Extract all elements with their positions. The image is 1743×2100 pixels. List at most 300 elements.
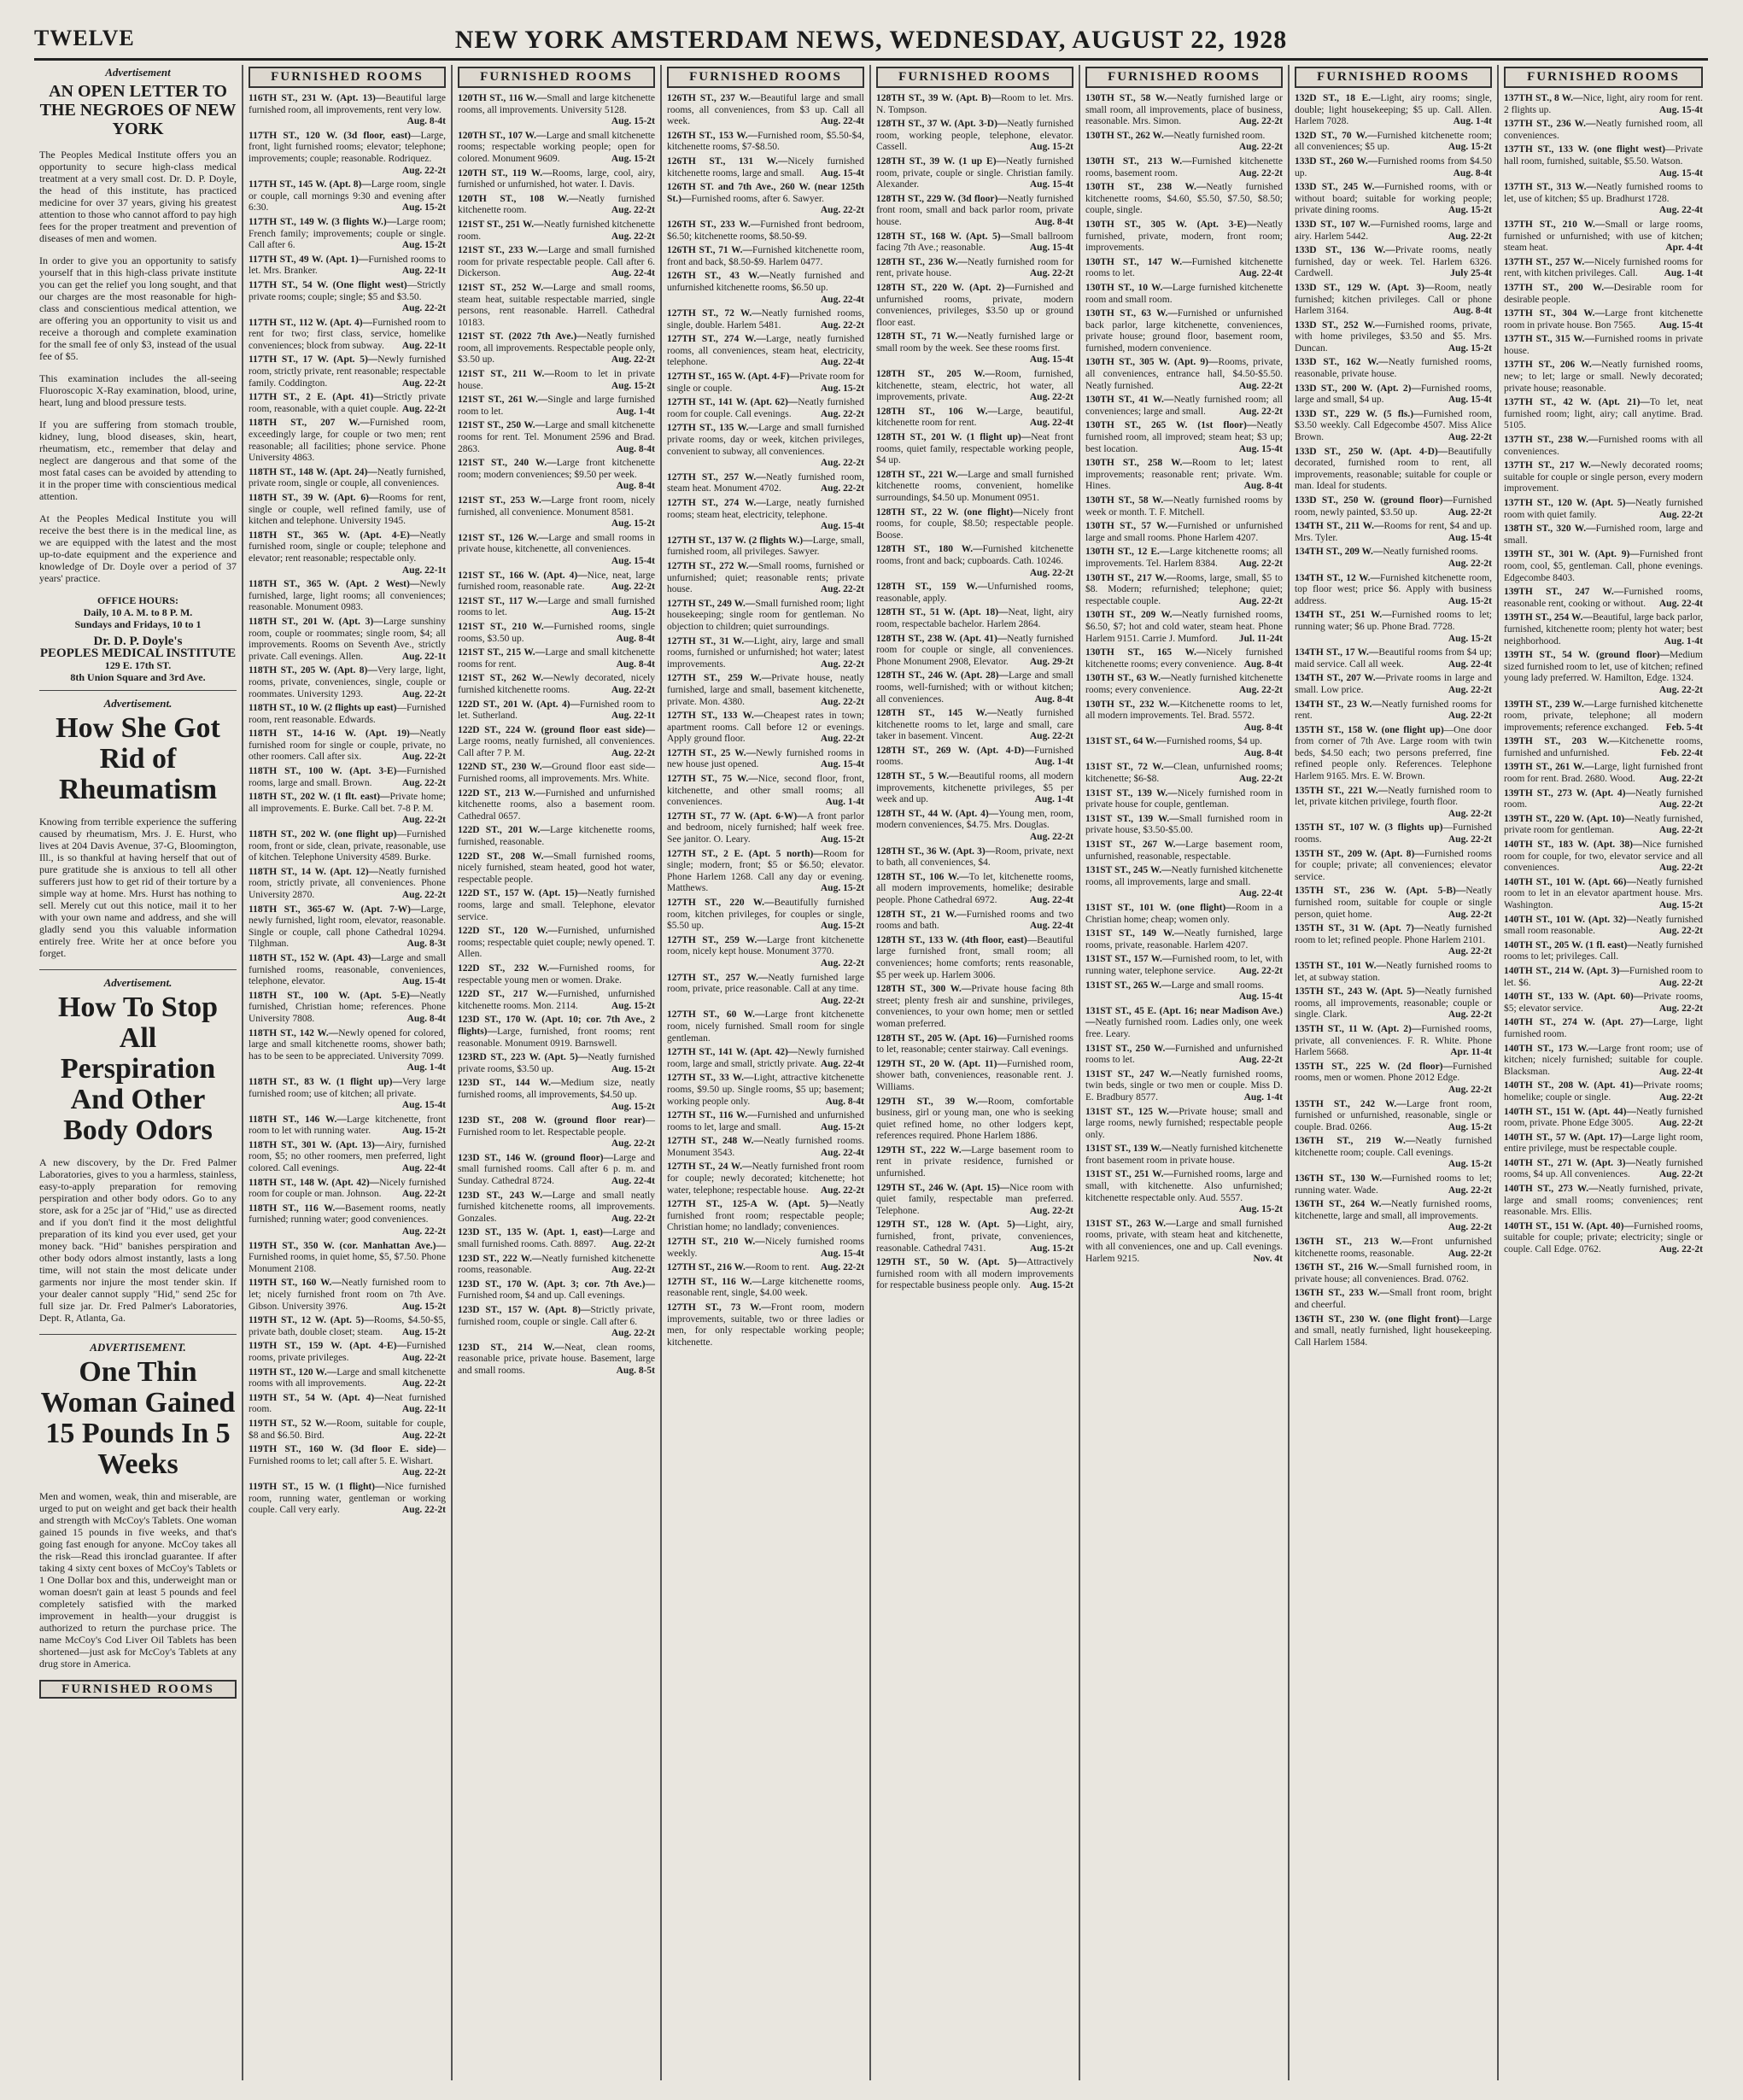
listing-item	[876, 507, 1073, 542]
listing-street: 127TH ST., 75 W.—	[667, 774, 758, 785]
listing-text: Furnished rooms to let; running water; $6 up. Phone Brad. 7728.	[1295, 610, 1492, 632]
listing-street: 117TH ST., 149 W. (3 flights W.)—	[249, 216, 397, 227]
listing-street: 137TH ST., 257 W.—	[1504, 256, 1594, 267]
listing-text: Neatly furnished room for single or couple, private, no other roomers. Call after six.	[249, 728, 446, 763]
listing-text: Large furnished kitchenette room, private, telephone; all modern improvements; reference exchanged.	[1504, 699, 1703, 733]
listing-street: 139TH ST., 273 W. (Apt. 4)—	[1504, 787, 1635, 798]
listing-date: Feb. 22-4t	[1660, 747, 1703, 758]
listing-item	[667, 498, 864, 533]
listing-street: 130TH ST., 57 W.—	[1085, 521, 1178, 532]
listing-street: 135TH ST., 107 W. (3 flights up)	[1295, 822, 1443, 834]
listing-street: 140TH ST., 133 W. (Apt. 60)—	[1504, 992, 1644, 1003]
listing-text: Neatly furnished room to let; nicely furnished front room on 7th Ave. Gibson. University 3976.	[249, 1278, 446, 1312]
listing-street: 121ST ST., 211 W.—	[458, 369, 554, 380]
listing-text: Neatly furnished room with quiet family.	[1504, 498, 1703, 520]
listing-text: Furnished kitchenette room, front and back, $8.50-$9. Harlem 0477.	[667, 245, 864, 267]
listing-date: Aug. 15-2t	[611, 607, 655, 618]
listing-text: Large front kitchenette room in private house. Bon 7565.	[1504, 308, 1703, 331]
listing-item	[1504, 93, 1703, 116]
listing-date: Aug. 15-2t	[401, 240, 446, 251]
listing-text: Neatly furnished rooms, large and small. Telephone, elevator service.	[458, 888, 655, 922]
listing-text: Large and small kitchenette rooms for rent.	[458, 647, 656, 670]
listing-text: Private house, neatly furnished, large and small, basement kitchenette, private. Mon. 4380.	[667, 673, 864, 707]
listing-text: Neatly furnished room, all improvements. Respectable people only, $3.50 up.	[458, 331, 655, 366]
listing-text: Large, neatly furnished rooms, all conveniences, steam heat, electricity, telephone.	[667, 334, 864, 368]
listing-date: Aug. 22-2t	[1238, 684, 1283, 695]
listing-street: 127TH ST., 2 E. (Apt. 5 north)—	[667, 848, 823, 859]
listing-text: Neatly furnished rooms. Monument 3543.	[667, 1136, 864, 1158]
listing-item	[667, 1302, 864, 1348]
listing-date: Aug. 22-4t	[1238, 888, 1283, 899]
listing-item	[249, 867, 446, 902]
listing-date: Aug. 22-4t	[611, 268, 655, 279]
listing-street: 117TH ST., 49 W. (Apt. 1)—	[249, 254, 369, 265]
listing-item	[1295, 93, 1492, 128]
listing-street: 126TH ST. and 7th Ave., 260 W. (near 125th St.)—	[667, 182, 864, 204]
listing-item	[1085, 1107, 1283, 1142]
listing-text: Large room, single or couple, call mornings 9:30 and evening after 6:30.	[249, 179, 446, 214]
listing-item	[1295, 673, 1492, 696]
listing-text: Rooms, large, small, $5 to $8. Modern; refurnished; telephone; quiet; respectable couple.	[1085, 572, 1283, 606]
listing-text: Furnished rooms, large and airy. Harlem 5442.	[1295, 219, 1492, 242]
listing-text: Newly furnished, large, light rooms; all conveniences; reasonable. Monument 0983.	[249, 579, 446, 613]
listing-text: Neat, light, airy room, respectable bachelor. Harlem 2864.	[876, 607, 1073, 629]
listing-date: Aug. 15-2t	[401, 1301, 446, 1312]
listing-item	[1295, 1136, 1492, 1171]
listing-item	[1295, 1314, 1492, 1349]
listing-street: 119TH ST., 52 W.—	[249, 1418, 336, 1429]
listing-text: Neatly furnished room. Ladies only, one week free. Leary.	[1085, 1017, 1283, 1039]
listing-item	[458, 331, 655, 366]
listing-street: 128TH ST., 229 W. (3d floor)—	[876, 193, 1008, 204]
listing-street: 134TH ST., 209 W.—	[1295, 547, 1383, 558]
listing-street: 130TH ST., 147 W.—	[1085, 256, 1192, 267]
listing-item	[458, 570, 655, 594]
listing-street: 140TH ST., 101 W. (Apt. 66)—	[1504, 876, 1636, 887]
listing-text: Neatly furnished room to let; refined people. Phone Harlem 2101.	[1295, 923, 1492, 945]
listing-street: 135TH ST., 158 W. (one flight up)	[1295, 724, 1444, 735]
listing-text: Large room; French family; improvements; couple or single. Call after 6.	[249, 216, 447, 251]
listing-text: Neatly furnished room, working people, telephone, elevator. Cassell.	[876, 119, 1073, 153]
listing-item	[1295, 283, 1492, 318]
listing-street: 118TH ST., 39 W. (Apt. 6)—	[249, 493, 379, 503]
listing-item	[249, 1178, 446, 1201]
listing-street: 127TH ST., 72 W.—	[667, 308, 762, 319]
listing-street: 118TH ST., 100 W. (Apt. 3-E)—	[249, 766, 407, 777]
listing-item	[876, 1145, 1073, 1180]
listing-street: 121ST ST. (2022 7th Ave.)—	[458, 331, 587, 342]
listing-date: Aug. 22-4t	[820, 294, 864, 305]
listing-item	[249, 1393, 446, 1416]
listing-text: Large, furnished, front rooms; rent reasonable. Monument 0919. Barnswell.	[458, 1026, 655, 1049]
ad3-body: A new discovery, by the Dr. Fred Palmer Laboratories, gives to you a harmless, stainless, easy-to-apply preparation for removing perspiration and other body odors. Go to any store, ask for a 25c jar of "Hid," use as directed and if you don't find it the most delightful preparation of its kind you ever used, get your money back. "Hid" banishes perspiration and other body odors almost instantly, lasts a long time, will not stain the most delicate under garments nor injure the most tender skin. If your dealer cannot supply "Hid," send 25c for full size jar. Dr. Fred Palmer's Laboratories, Dept. R, Atlanta, Ga.	[39, 1156, 237, 1324]
listing-street: 137TH ST., 42 W. (Apt. 21)—	[1504, 397, 1650, 408]
listing-date: Aug. 22-2t	[1029, 567, 1073, 578]
listing-street: 131ST ST., 64 W.—	[1085, 736, 1167, 747]
listing-date: Aug. 22-2t	[401, 165, 446, 176]
listing-date: Jul. 11-24t	[1238, 633, 1283, 644]
listing-text: Neatly furnished room for couple or single, all conveniences. Phone Monument 2908, Elevator.	[876, 633, 1073, 667]
listing-street: 140TH ST., 151 W. (Apt. 40)—	[1504, 1220, 1635, 1231]
listing-street: 133D ST., 136 W.—	[1295, 245, 1395, 256]
listing-text: Neatly furnished kitchenette rooms, reasonable.	[458, 1253, 655, 1276]
listing-date: Aug. 15-2t	[820, 883, 864, 894]
ad1-paragraph: This examination includes the all-seeing Fluoroscopic X-Ray examination, blood, urine, heart, lung and blood pressure tests.	[39, 372, 237, 408]
listing-item	[249, 1203, 446, 1238]
listing-item	[1085, 257, 1283, 280]
column-heading: FURNISHED ROOMS	[876, 67, 1073, 88]
listing-street: 139TH ST., 301 W. (Apt. 9)—	[1504, 549, 1640, 560]
listing-street: 127TH ST., 116 W.—	[667, 1110, 757, 1121]
listing-street: 137TH ST., 315 W.—	[1504, 334, 1595, 345]
listing-text: Neatly furnished room, steam heat. Monument 4702.	[667, 471, 864, 494]
listing-street: 134TH ST., 207 W.—	[1295, 673, 1386, 684]
listing-item	[458, 1153, 655, 1188]
listing-text: Unfurnished rooms, reasonable, apply.	[876, 582, 1073, 604]
listing-item	[1504, 524, 1703, 547]
listing-date: Aug. 8-4t	[616, 443, 655, 454]
listing-street: 128TH ST., 300 W.—	[876, 984, 972, 995]
listing-text: Neatly furnished rooms, reasonable, private house.	[1295, 357, 1492, 380]
listing-item	[458, 762, 655, 785]
listing-street: 131ST ST., 45 E. (Apt. 16; near Madison Ave.)—	[1085, 1005, 1283, 1028]
ad4-body: Men and women, weak, thin and miserable, are urged to put on weight and get back their health and strength with McCoy's Tablets. One woman gained 15 pounds in five weeks, and that's going fast enough for anyone. McCoy takes all the risk—Read this ironclad guarantee. If after taking 4 sixty cent boxes of McCoy's Tablets or 1 One Dollar box and this, underweight man or woman doesn't gain at least 5 pounds and feel completely satisfied with the marked improvement in health—your druggist is authorized to return the purchase price. The name McCoy's Cod Liver Oil Tablets has been shortened—just ask for McCoy's Tablets at any drug store in America.	[39, 1490, 237, 1670]
listing-street: 117TH ST., 120 W. (3d floor, east)	[249, 130, 412, 141]
listing-text: —Furnished rooms to let; call after 5. E. Wishart.	[249, 1444, 446, 1466]
listing-date: Aug. 15-4t	[820, 521, 864, 532]
institute-address: 129 E. 17th ST.	[104, 659, 172, 671]
listing-street: 128TH ST., 238 W. (Apt. 41)—	[876, 633, 1008, 644]
listing-item	[667, 561, 864, 596]
listing-item	[458, 395, 655, 418]
listing-text: —Private hall room, furnished, suitable, $5.50. Watson.	[1504, 144, 1703, 167]
listing-item	[1085, 156, 1283, 179]
listing-text: Large and small kitchenette rooms; respectable working people; open for colored. Monument 9609.	[458, 130, 655, 164]
listing-item	[1085, 283, 1283, 306]
listing-item	[458, 1342, 655, 1378]
listing-text: Furnished rooms to let; running water. Wade.	[1295, 1173, 1492, 1196]
listing-date: Aug. 22-2t	[1029, 1205, 1073, 1216]
listing-street: 131ST ST., 247 W.—	[1085, 1068, 1181, 1079]
listing-text: Nice furnished room for couple, for two, elevator service and all conveniences.	[1504, 839, 1703, 874]
listing-text: Neatly furnished rooms, new; to let; large or small. Newly decorated; private house; reasonable.	[1504, 360, 1703, 394]
ad4-headline: One Thin Woman Gained 15 Pounds In 5 Weeks	[40, 1356, 236, 1480]
listing-item	[1085, 814, 1283, 837]
listing-text: Furnished rooms, private privileges.	[249, 1341, 446, 1363]
listing-date: Aug. 22-2t	[1448, 834, 1492, 845]
listing-date: Aug. 22-2t	[820, 319, 864, 331]
listing-date: Aug. 22-2t	[1238, 1055, 1283, 1066]
listing-date: Aug. 22-2t	[1029, 268, 1073, 279]
listing-street: 135TH ST., 11 W. (Apt. 2)—	[1295, 1023, 1422, 1034]
listing-date: Aug. 22-2t	[1448, 231, 1492, 242]
ad-column	[34, 65, 243, 2080]
listing-text: Neatly furnished rooms, $6.50, $7; hot and cold water, steam heat. Phone Harlem 9151. Carrie J. Mumford.	[1085, 610, 1283, 644]
listing-date: Aug. 22-2t	[1658, 1169, 1703, 1180]
listing-item	[1504, 650, 1703, 696]
listing-date: Aug. 22-4t	[820, 1058, 864, 1069]
listing-street: 136TH ST., 213 W.—	[1295, 1237, 1413, 1248]
listing-street: 123D ST., 243 W.—	[458, 1190, 553, 1201]
listing-street: 127TH ST., 274 W.—	[667, 498, 766, 508]
listing-item	[1504, 119, 1703, 142]
listing-street: 135TH ST., 236 W. (Apt. 5-B)—	[1295, 886, 1466, 897]
listing-street: 138TH ST., 320 W.—	[1504, 524, 1596, 535]
listing-street: 123D ST., 144 W.—	[458, 1078, 561, 1089]
listing-text: Large and small furnished rooms to let.	[458, 595, 655, 618]
listing-item	[249, 617, 446, 663]
listing-date: Aug. 15-2t	[611, 380, 655, 391]
listing-text: Neatly furnished room for rent, private house.	[876, 256, 1073, 279]
listing-text: Large furnished kitchenette room and small room.	[1085, 282, 1283, 305]
listing-text: Large front kitchenette room, nicely kept house. Monument 3770.	[667, 934, 864, 957]
listing-street: 135TH ST., 221 W.—	[1295, 785, 1389, 796]
listing-street: 134TH ST., 23 W.—	[1295, 699, 1382, 710]
listing-item	[458, 420, 655, 455]
listing-street: 127TH ST., 257 W.—	[667, 972, 769, 983]
listing-text: Front room, modern improvements, suitable, two or three ladies or men, for only respectable working people; kitchenette.	[667, 1302, 864, 1348]
listing-date: Feb. 5-4t	[1665, 722, 1703, 733]
office-hours-label: OFFICE HOURS:	[97, 594, 178, 606]
listing-item	[1504, 699, 1703, 734]
listing-street: 133D ST., 229 W. (5 fls.)—	[1295, 408, 1424, 419]
listing-street: 120TH ST., 119 W.—	[458, 167, 553, 178]
listing-date: Aug. 22-2t	[401, 1226, 446, 1237]
listing-street: 128TH ST., 269 W. (Apt. 4-D)—	[876, 745, 1034, 756]
listing-date: Aug. 22-2t	[401, 377, 446, 389]
listing-text: —Large and small, neatly furnished, light housekeeping. Call Harlem 1584.	[1295, 1313, 1492, 1348]
listing-street: 128TH ST., 106 W.—	[876, 406, 997, 417]
listing-text: Small furnished room, in private house; all conveniences. Brad. 0762.	[1295, 1262, 1492, 1284]
listing-street: 131ST ST., 125 W.—	[1085, 1106, 1179, 1117]
listing-item	[1085, 1144, 1283, 1167]
listing-item	[1085, 219, 1283, 254]
listing-item	[249, 418, 446, 464]
listing-text: —Furnished rooms.	[1295, 822, 1492, 845]
listing-text: Neatly furnished room to let in an elevator apartment house. Mrs. Washington.	[1504, 876, 1703, 910]
listing-item	[1085, 182, 1283, 217]
listing-date: Aug. 1-4t	[1034, 757, 1073, 768]
column-heading: FURNISHED ROOMS	[667, 67, 864, 88]
listing-street: 121ST ST., 250 W.—	[458, 420, 546, 431]
listing-text: Neatly furnished kitchenette rooms, $4.60, $5.50, $7.50, $8.50; couple, single.	[1085, 182, 1283, 216]
listing-item	[876, 194, 1073, 229]
listing-text: Furnished rooms, for respectable young men or women. Drake.	[458, 962, 655, 986]
divider	[39, 969, 237, 970]
listing-item	[1295, 245, 1492, 280]
listing-street: 140TH ST., 205 W. (1 fl. east)—	[1504, 939, 1637, 951]
listing-street: 128TH ST., 36 W. (Apt. 3)—	[876, 845, 996, 857]
listing-date: Aug. 1-4t	[825, 797, 864, 808]
listing-item	[1295, 1288, 1492, 1311]
listing-item	[249, 217, 446, 252]
listing-text: Furnished front bedroom, $6.50; kitchenette rooms, $8.50-$9.	[667, 219, 864, 242]
listing-text: Large front room, nicely furnished, all convenience. Monument 8581.	[458, 495, 655, 518]
listing-date: Aug. 15-2t	[1238, 1204, 1283, 1215]
listing-date: Aug. 8-4t	[407, 116, 446, 127]
listing-date: Aug. 29-2t	[1029, 656, 1073, 667]
listing-date: Aug. 1-4t	[616, 406, 655, 417]
listing-item	[1085, 1069, 1283, 1104]
listing-street: 118TH ST., 146 W.—	[249, 1114, 347, 1125]
listing-item	[249, 904, 446, 951]
listing-street: 118TH ST., 148 W. (Apt. 24)—	[249, 466, 377, 477]
listing-text: Neatly furnished kitchenette rooms; every convenience.	[1085, 673, 1283, 695]
listing-text: Newly opened for colored, large and small kitchenette rooms, shower bath; has to be seen to be appreciated. University 7099.	[249, 1027, 447, 1062]
listing-text: Furnished room to rent for two; first class, service, homelike conveniences; block from subway.	[249, 317, 446, 351]
office-hours-2: Sundays and Fridays, 10 to 1	[74, 618, 202, 630]
listing-item	[1504, 839, 1703, 875]
listing-date: July 25-4t	[1450, 268, 1492, 279]
listing-street: 133D ST., 107 W.—	[1295, 219, 1381, 230]
listing-text: Private rooms, $5; elevator service.	[1504, 992, 1703, 1014]
listing-street: 135TH ST., 242 W.—	[1295, 1098, 1407, 1109]
listing-street: 137TH ST., 217 W.—	[1504, 460, 1601, 471]
listing-text: Large and small furnished rooms. Cath. 8897.	[458, 1227, 655, 1250]
listing-street: 132D ST., 70 W.—	[1295, 130, 1377, 141]
listing-text: Basement rooms, neatly furnished; running water; good conveniences.	[249, 1202, 446, 1225]
listing-item	[667, 472, 864, 495]
listing-text: Furnished rooms, private, with home privileges, $3.50 and $5. Mrs. Duncan.	[1295, 319, 1492, 354]
listing-text: Large and small furnished rooms, private, with steam heat and kitchenette, with all conveniences, one and up. Call evenings. Harlem 9215.	[1085, 1218, 1283, 1264]
listing-date: Aug. 22-2t	[820, 1185, 864, 1196]
listing-street: 122D ST., 157 W. (Apt. 15)—	[458, 888, 588, 899]
listing-street: 134TH ST., 17 W.—	[1295, 647, 1379, 658]
listing-item	[667, 131, 864, 154]
listing-date: Aug. 22-2t	[820, 658, 864, 670]
listing-street: 130TH ST., 232 W.—	[1085, 699, 1180, 710]
listing-text: Newly furnished room, large and small, strictly private.	[667, 1047, 864, 1069]
listing-date: Aug. 8-4t	[1453, 167, 1492, 178]
listing-text: Furnished kitchenette rooms, front and back; cupboards. Cath. 10246.	[876, 544, 1073, 566]
listing-street: 129TH ST., 246 W. (Apt. 15)—	[876, 1182, 1010, 1193]
listing-item	[458, 1078, 655, 1113]
listing-text: Beautiful rooms from $4 up; maid service. Call all week.	[1295, 647, 1492, 670]
listing-item	[1504, 762, 1703, 785]
listing-item	[249, 1444, 446, 1479]
listing-item	[667, 1073, 864, 1108]
listing-item	[1295, 923, 1492, 958]
listing-text: Furnished room to let. $6.	[1504, 965, 1703, 988]
listing-text: Neatly furnished, large rooms, private, reasonable. Harlem 4207.	[1085, 928, 1283, 951]
listing-date: Aug. 15-2t	[401, 1326, 446, 1337]
listing-item	[667, 1277, 864, 1300]
listing-date: Aug. 22-4t	[401, 1163, 446, 1174]
listing-street: 116TH ST., 231 W. (Apt. 13)—	[249, 93, 386, 103]
listing-item	[667, 219, 864, 243]
listing-date: Aug. 22-2t	[1448, 909, 1492, 920]
listing-item	[249, 179, 446, 214]
listing-street: 140TH ST., 208 W. (Apt. 41)—	[1504, 1080, 1643, 1091]
listing-street: 131ST ST., 250 W.—	[1085, 1043, 1175, 1054]
listing-item	[1504, 587, 1703, 610]
listing-text: Furnished rooms, single rooms, $3.50 up.	[458, 621, 655, 644]
listing-item	[667, 156, 864, 179]
listing-item	[249, 493, 446, 528]
listing-date: Aug. 1-4t	[1243, 1091, 1283, 1103]
listing-item	[458, 1254, 655, 1277]
listing-item	[1504, 397, 1703, 432]
listing-text: Neatly furnished kitchenette rooms to let, large and small, care taker in basement. Vincent.	[876, 708, 1073, 742]
listing-text: Neatly furnished rooms by week or month. T. F. Mitchell.	[1085, 495, 1283, 518]
listing-street: 128TH ST., 21 W.—	[876, 909, 967, 920]
listing-date: Aug. 22-2t	[1448, 684, 1492, 695]
listing-item	[249, 1419, 446, 1442]
listing-date: Aug. 22-2t	[401, 890, 446, 900]
listing-text: Nice, light, airy room for rent. 2 flights up.	[1504, 93, 1703, 115]
listing-date: Aug. 22-2t	[1658, 863, 1703, 874]
listing-item	[1295, 725, 1492, 783]
listing-text: Furnished and unfurnished kitchenette rooms, also a basement room. Cathedral 0657.	[458, 787, 655, 822]
listing-street: 127TH ST., 141 W. (Apt. 62)—	[667, 397, 798, 408]
listing-date: Aug. 22-2t	[611, 1213, 655, 1224]
listing-street: 140TH ST., 274 W. (Apt. 27)—	[1504, 1017, 1653, 1028]
listing-text: Furnished and unfurnished rooms to let.	[1085, 1043, 1283, 1066]
listing-text: Neatly furnished room; all conveniences; large and small.	[1085, 395, 1283, 417]
listing-item	[249, 1077, 446, 1112]
listing-text: Light, airy, large and small rooms, furnished or unfurnished; hot water; latest improvements.	[667, 635, 864, 670]
listing-text: To let, neat furnished room; light, airy; call anytime. Brad. 5105.	[1504, 397, 1703, 431]
listing-date: Aug. 22-1t	[401, 1404, 446, 1415]
listing-street: 131ST ST., 245 W.—	[1085, 865, 1172, 876]
listing-text: Rooms for rent, $4 and up. Mrs. Tyler.	[1295, 521, 1493, 543]
listing-text: Neatly furnished rooms, $4 up. All conveniences.	[1504, 1157, 1703, 1180]
listing-date: Aug. 15-4t	[1448, 395, 1492, 406]
listing-street: 137TH ST., 236 W.—	[1504, 119, 1596, 130]
listing-item	[1295, 131, 1492, 154]
listing-item	[667, 1110, 864, 1133]
listing-text: Furnished room, newly painted, $3.50 up.	[1295, 495, 1492, 518]
listing-date: Aug. 15-2t	[1448, 595, 1492, 606]
listing-text: Furnished room to let. Sutherland.	[458, 699, 655, 722]
listing-date: Aug. 22-4t	[1448, 658, 1492, 670]
listing-item	[1504, 788, 1703, 811]
listing-text: Strictly private, furnished room, couple or single. Call after 6.	[458, 1305, 655, 1327]
classified-column	[1080, 65, 1290, 2080]
listing-item	[1085, 903, 1283, 926]
listing-text: Large and small furnished private rooms, day or week, kitchen privileges, convenient to subway, all conveniences.	[667, 423, 864, 457]
listing-date: Aug. 22-2t	[401, 1352, 446, 1363]
listing-street: 128TH ST., 205 W. (Apt. 16)—	[876, 1032, 1007, 1044]
listing-street: 123D ST., 214 W.—	[458, 1342, 564, 1353]
listing-street: 130TH ST., 209 W.—	[1085, 610, 1183, 621]
listing-item	[249, 991, 446, 1026]
listing-item	[1504, 1017, 1703, 1040]
listing-text: Neatly furnished and unfurnished kitchenette rooms, $6.50 up.	[667, 271, 864, 293]
listing-street: 121ST ST., 117 W.—	[458, 595, 548, 606]
listing-item	[458, 1279, 655, 1302]
listing-text: Furnished rooms for couple; private; all conveniences; elevator service.	[1295, 848, 1493, 882]
listing-text: Neatly furnished rooms, all improvements, reasonable; couple or single. Clark.	[1295, 986, 1492, 1021]
listing-item	[249, 280, 446, 315]
listing-text: Furnished room, exceedingly large, for couple or two men; rent reasonable; all facilities; phone service. Phone University 4863.	[249, 418, 447, 464]
listing-date: Aug. 15-2t	[1029, 1280, 1073, 1291]
listing-text: Neatly furnished kitchenette room.	[458, 193, 655, 216]
listing-date: Aug. 22-2t	[1238, 558, 1283, 569]
column-heading: FURNISHED ROOMS	[1504, 67, 1703, 88]
classified-column	[453, 65, 662, 2080]
listing-item	[1085, 1044, 1283, 1067]
listing-item	[667, 1161, 864, 1196]
listing-item	[249, 728, 446, 763]
listing-date: Aug. 22-2t	[611, 1328, 655, 1339]
listing-text: Neatly furnished, private, modern, front room; improvements.	[1085, 219, 1283, 254]
listing-item	[458, 131, 655, 166]
listing-item	[1295, 822, 1492, 845]
listing-date: Aug. 15-2t	[401, 1126, 446, 1137]
listing-item	[1085, 1169, 1283, 1215]
listing-date: Aug. 8-3t	[407, 939, 446, 950]
